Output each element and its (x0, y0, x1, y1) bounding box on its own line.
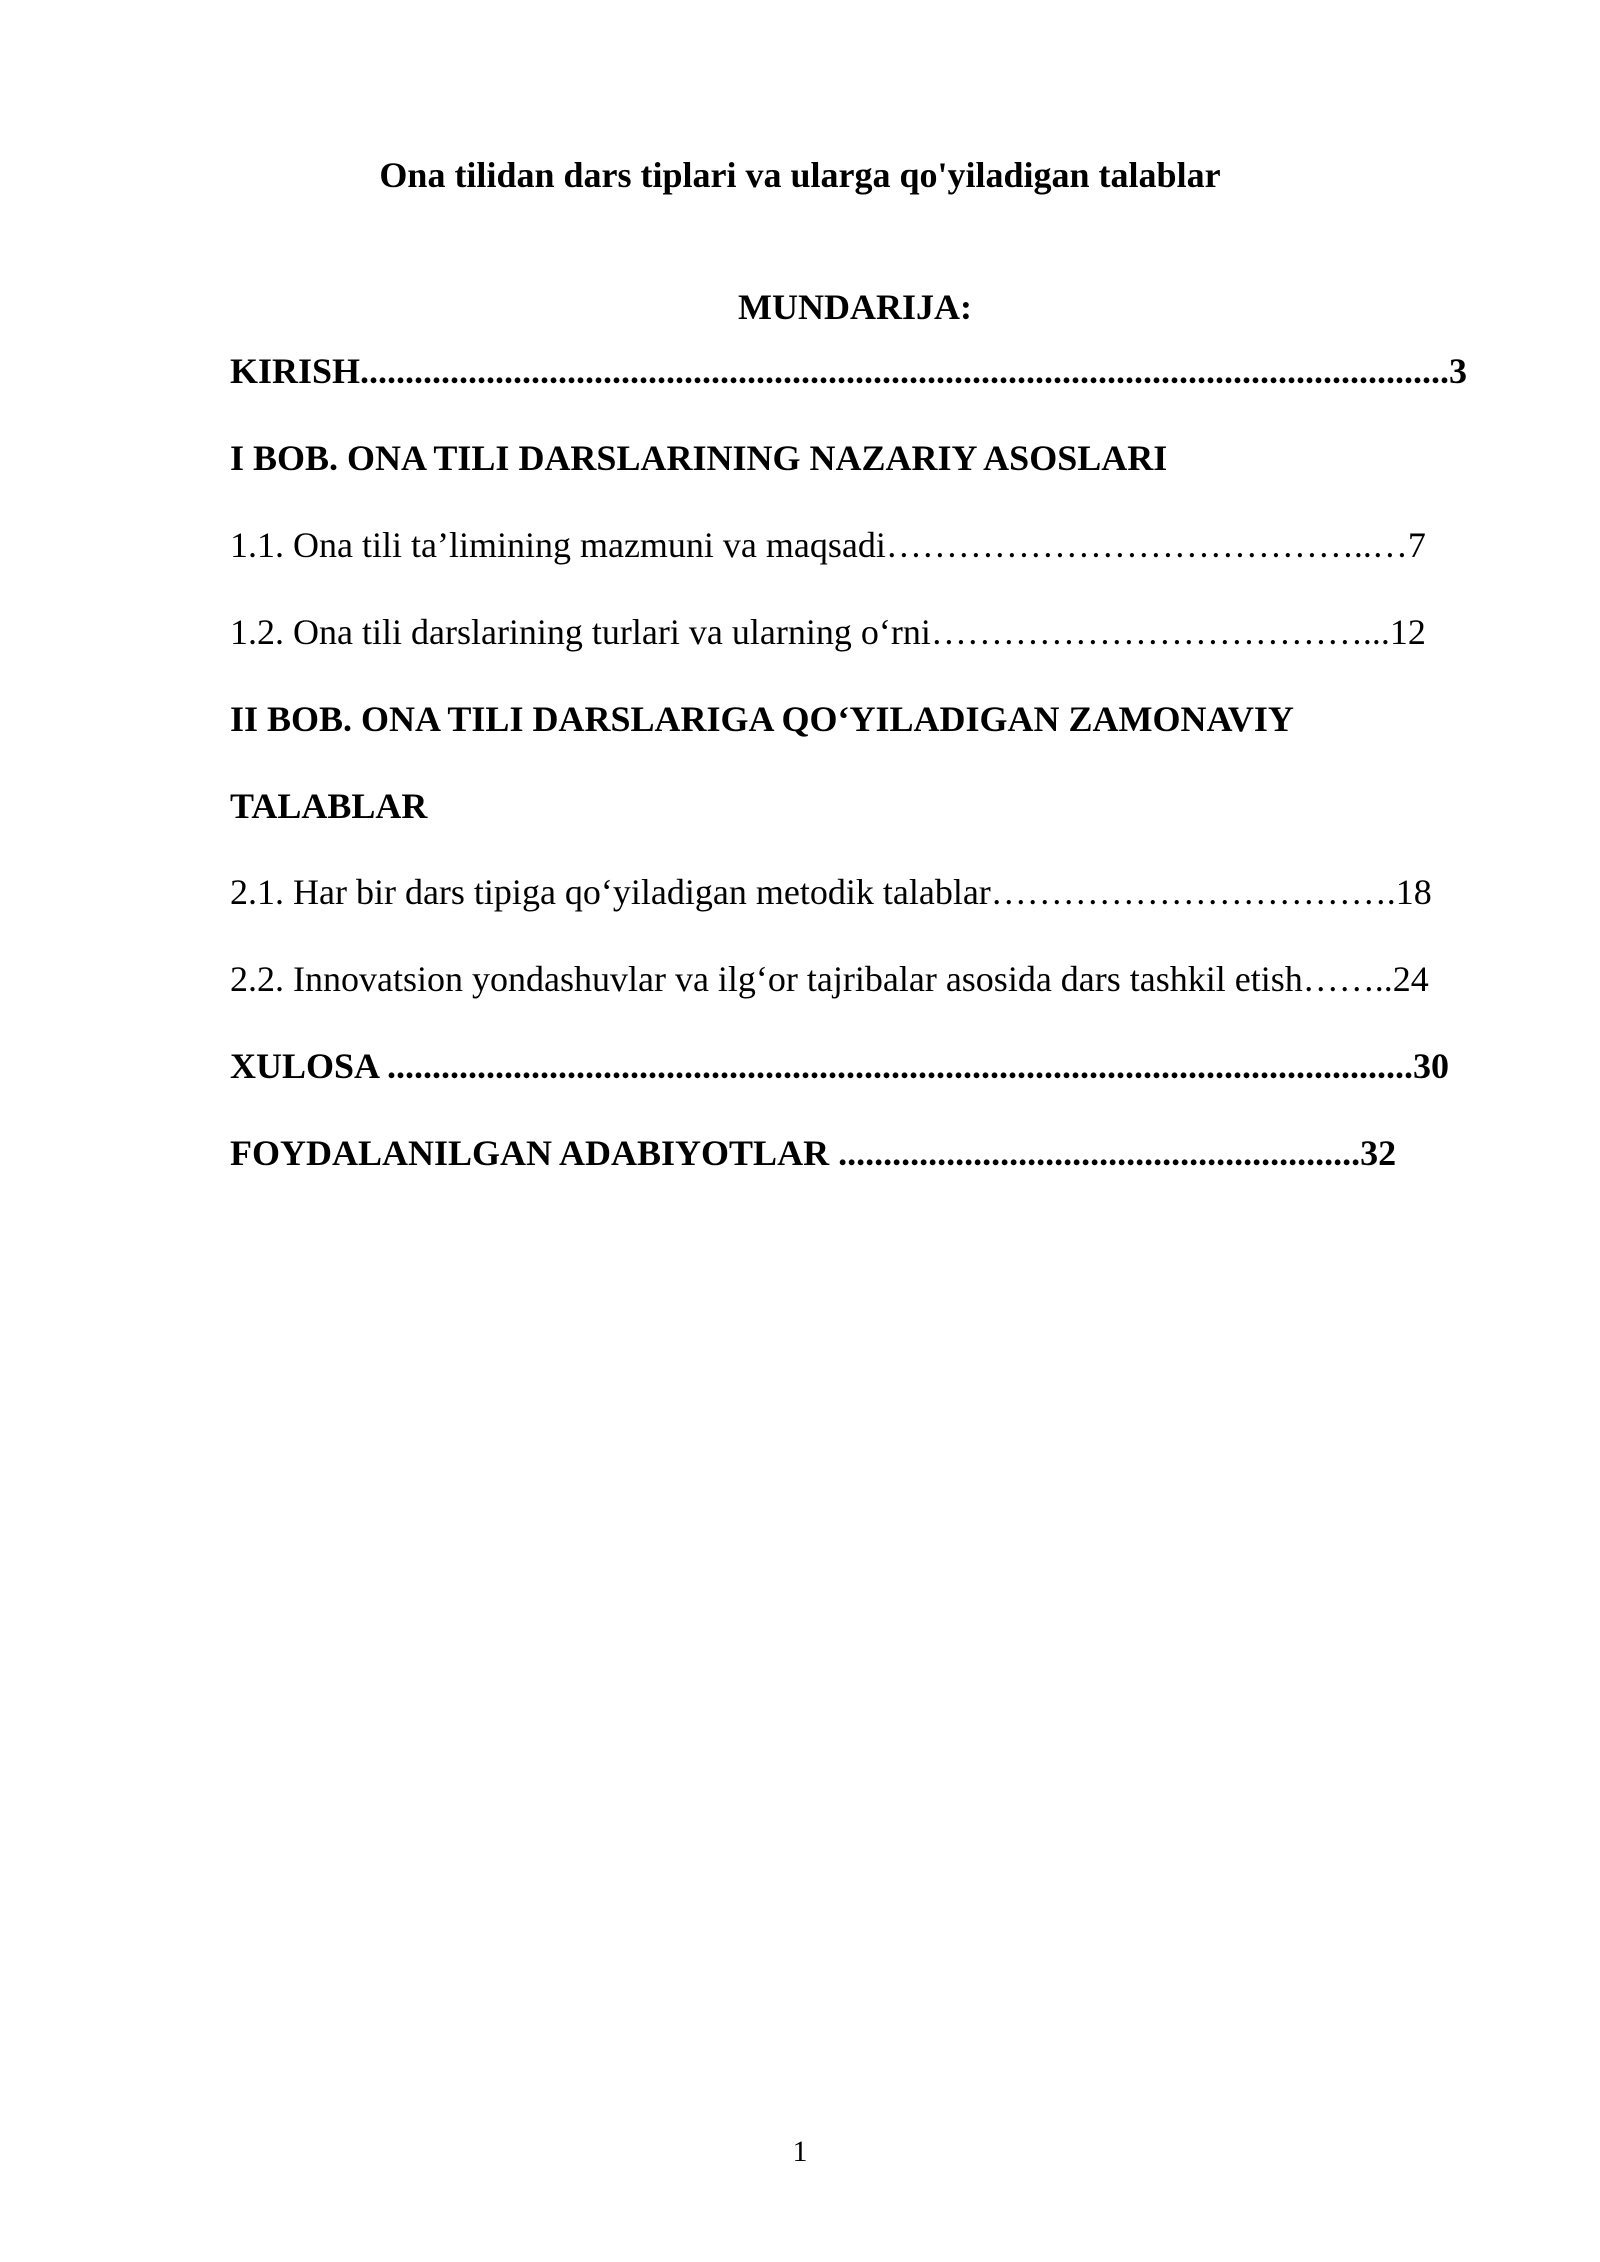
toc-entry-1-1: 1.1. Ona tili ta’limining mazmuni va maqsadi…………………………………..…7 (230, 525, 1426, 565)
document-title: Ona tilidan dars tiplari va ularga qo'yiladigan talablar (379, 155, 1221, 195)
toc-heading: MUNDARIJA: (738, 287, 972, 327)
toc-entry-1-2: 1.2. Ona tili darslarining turlari va ularning o‘rni………………………………...12 (230, 612, 1426, 652)
toc-entry-2-1: 2.1. Har bir dars tipiga qo‘yiladigan metodik talablar…………………………….18 (230, 872, 1432, 912)
page-number: 1 (792, 2135, 808, 2168)
toc-entry-kirish: KIRISH.........................................................................................................................3 (230, 351, 1468, 391)
toc-entry-chapter-2-cont: TALABLAR (230, 786, 428, 826)
toc-entry-chapter-1: I BOB. ONA TILI DARSLARINING NAZARIY ASOSLARI (230, 438, 1168, 478)
toc-entry-xulosa: XULOSA ..................................................................................................................30 (230, 1046, 1450, 1086)
toc-entry-chapter-2: II BOB. ONA TILI DARSLARIGA QO‘YILADIGAN ZAMONAVIY (230, 699, 1294, 739)
toc-entry-references: FOYDALANILGAN ADABIYOTLAR ..........................................................32 (230, 1133, 1397, 1173)
toc-entry-2-2: 2.2. Innovatsion yondashuvlar va ilg‘or tajribalar asosida dars tashkil etish……..24 (230, 959, 1429, 999)
